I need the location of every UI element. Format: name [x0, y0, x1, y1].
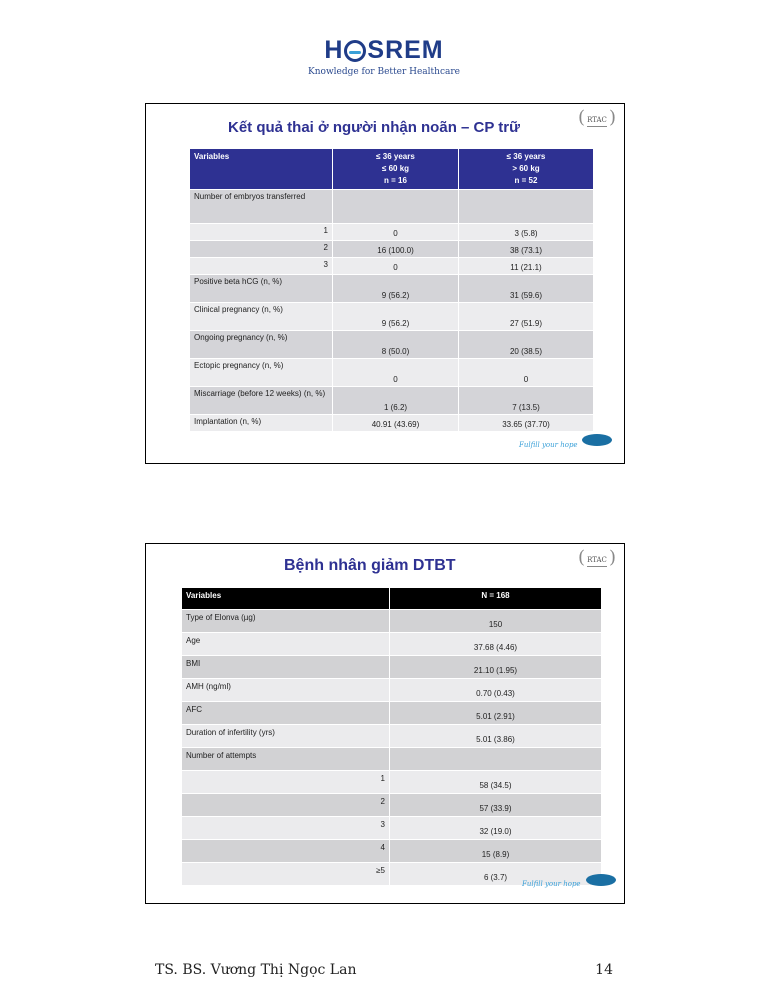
- table-row: [182, 610, 602, 633]
- logo-tagline: Knowledge for Better Healthcare: [308, 67, 460, 77]
- table-row: [182, 771, 602, 794]
- table-header-row: [182, 588, 602, 610]
- row-value: 6 (3.7): [390, 863, 602, 886]
- table-header-row: [190, 149, 594, 190]
- row-label: Number of embryos transferred: [190, 190, 333, 224]
- table-row: [182, 725, 602, 748]
- slide-poor-responders: [145, 543, 625, 904]
- value-group-low-weight: 1 (6.2): [333, 387, 459, 415]
- row-label: 1: [182, 771, 390, 794]
- row-label: BMI: [182, 656, 390, 679]
- table-row: [190, 224, 594, 241]
- row-value: 58 (34.5): [390, 771, 602, 794]
- value-group-low-weight: 0: [333, 258, 459, 275]
- logo-letter-h: H: [324, 36, 344, 64]
- hosrem-logo: [0, 36, 768, 77]
- value-group-high-weight: [459, 190, 594, 224]
- table-row: [190, 387, 594, 415]
- value-group-high-weight: 3 (5.8): [459, 224, 594, 241]
- row-value: 32 (19.0): [390, 817, 602, 840]
- row-label: 2: [182, 794, 390, 817]
- row-label: Duration of infertility (yrs): [182, 725, 390, 748]
- value-group-high-weight: 33.65 (37.70): [459, 415, 594, 432]
- value-group-high-weight: 38 (73.1): [459, 241, 594, 258]
- value-group-low-weight: [333, 190, 459, 224]
- row-value: 15 (8.9): [390, 840, 602, 863]
- value-group-high-weight: 11 (21.1): [459, 258, 594, 275]
- table-row: [182, 794, 602, 817]
- value-group-high-weight: 27 (51.9): [459, 303, 594, 331]
- table-row: [190, 241, 594, 258]
- row-label: 3: [190, 258, 333, 275]
- row-label: 1: [190, 224, 333, 241]
- fulfill-slogan: Fulfill your hope: [522, 880, 581, 888]
- row-value: 57 (33.9): [390, 794, 602, 817]
- table-row: [182, 633, 602, 656]
- table-row: [190, 303, 594, 331]
- row-label: Clinical pregnancy (n, %): [190, 303, 333, 331]
- table-row: [182, 817, 602, 840]
- table-row: [190, 275, 594, 303]
- header-group-low-weight: ≤ 36 years ≤ 60 kg n = 16: [333, 149, 459, 190]
- row-label: Implantation (n, %): [190, 415, 333, 432]
- row-label: Ongoing pregnancy (n, %): [190, 331, 333, 359]
- value-group-high-weight: 20 (38.5): [459, 331, 594, 359]
- poor-responders-table: [181, 587, 602, 886]
- rtac-logo: ( RTAC ): [580, 114, 614, 134]
- value-group-low-weight: 0: [333, 359, 459, 387]
- row-label: Positive beta hCG (n, %): [190, 275, 333, 303]
- slide-pregnancy-results: [145, 103, 625, 464]
- rtac-logo: ( RTAC ): [580, 554, 614, 574]
- fulfill-slogan: Fulfill your hope: [519, 441, 578, 449]
- value-group-high-weight: 0: [459, 359, 594, 387]
- header-variables: Variables: [190, 149, 333, 190]
- table-row: [190, 190, 594, 224]
- page-number: 14: [595, 962, 613, 978]
- row-label: AMH (ng/ml): [182, 679, 390, 702]
- row-value: 5.01 (2.91): [390, 702, 602, 725]
- slide-title: Bệnh nhân giảm DTBT: [284, 557, 456, 574]
- row-label: 3: [182, 817, 390, 840]
- row-value: 150: [390, 610, 602, 633]
- value-group-low-weight: 9 (56.2): [333, 303, 459, 331]
- value-group-low-weight: 16 (100.0): [333, 241, 459, 258]
- row-value: 37.68 (4.46): [390, 633, 602, 656]
- header-group-high-weight: ≤ 36 years > 60 kg n = 52: [459, 149, 594, 190]
- row-label: 2: [190, 241, 333, 258]
- logo-wordmark: [324, 36, 443, 65]
- header-variables: Variables: [182, 588, 390, 610]
- value-group-low-weight: 8 (50.0): [333, 331, 459, 359]
- table-row: [182, 679, 602, 702]
- value-group-high-weight: 7 (13.5): [459, 387, 594, 415]
- row-label: Miscarriage (before 12 weeks) (n, %): [190, 387, 333, 415]
- swoosh-icon: [586, 874, 616, 886]
- table-row: [182, 840, 602, 863]
- row-label: Age: [182, 633, 390, 656]
- table-row: [190, 415, 594, 432]
- row-label: Number of attempts: [182, 748, 390, 771]
- table-row: [182, 656, 602, 679]
- value-group-low-weight: 9 (56.2): [333, 275, 459, 303]
- row-label: Ectopic pregnancy (n, %): [190, 359, 333, 387]
- value-group-low-weight: 40.91 (43.69): [333, 415, 459, 432]
- logo-letters-srem: SREM: [367, 36, 444, 64]
- row-label: AFC: [182, 702, 390, 725]
- value-group-high-weight: 31 (59.6): [459, 275, 594, 303]
- footer-author: TS. BS. Vương Thị Ngọc Lan: [155, 962, 357, 978]
- table-row: [182, 748, 602, 771]
- table-row: [190, 258, 594, 275]
- table-row: [190, 359, 594, 387]
- row-label: Type of Elonva (µg): [182, 610, 390, 633]
- row-value: 5.01 (3.86): [390, 725, 602, 748]
- row-label: 4: [182, 840, 390, 863]
- table-row: [182, 702, 602, 725]
- row-value: [390, 748, 602, 771]
- slide-title: Kết quả thai ở người nhận noãn – CP trữ: [228, 119, 520, 136]
- pregnancy-results-table: [189, 148, 594, 432]
- swoosh-icon: [582, 434, 612, 446]
- header-n: N = 168: [390, 588, 602, 610]
- row-label: ≥5: [182, 863, 390, 886]
- table-row: [190, 331, 594, 359]
- row-value: 21.10 (1.95): [390, 656, 602, 679]
- row-value: 0.70 (0.43): [390, 679, 602, 702]
- logo-globe-icon: [344, 40, 366, 62]
- value-group-low-weight: 0: [333, 224, 459, 241]
